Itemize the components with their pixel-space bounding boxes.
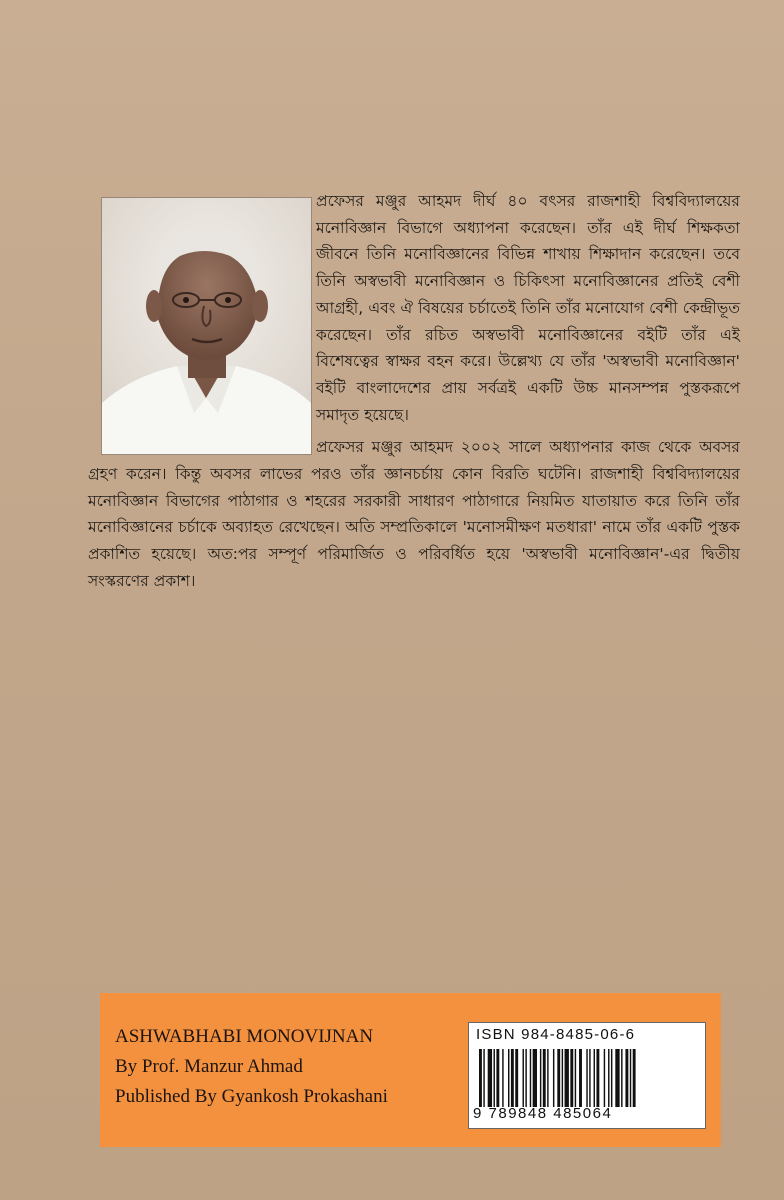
book-title: ASHWABHABI MONOVIJNAN	[115, 1026, 374, 1047]
barcode-bars	[479, 1049, 695, 1107]
biography-paragraph-1-text: প্রফেসর মঞ্জুর আহমদ দীর্ঘ ৪০ বৎসর রাজশাহী বিশ্ববিদ্যালয়ের মনোবিজ্ঞান বিভাগে অধ্যাপনা করেছেন। তাঁর এই দীর্ঘ শিক্ষকতা জীবনে তিনি মনোবিজ্ঞানের বিভিন্ন শাখায় শিক্ষাদান করেছেন। তবে তিনি অস্বভাবী মনোবিজ্ঞান ও চিকিৎসা মনোবিজ্ঞানের প্রতিই বেশী আগ্রহী, এবং ঐ বিষয়ের চর্চাতেই তিনি তাঁর মনোযোগ বেশী কেন্দ্রীভূত করেছেন। তাঁর রচিত অস্বভাবী মনোবিজ্ঞানের বইটি তাঁর এই বিশেষত্বের স্বাক্ষর বহন করে। উল্লেখ্য যে তাঁর 'অস্বভাবী মনোবিজ্ঞান' বইটি বাংলাদেশের প্রায় সর্বত্রই একটি উচ্চ মানসম্পন্ন পুস্তকরূপে সমাদৃত হয়েছে।	[316, 192, 740, 424]
biography-paragraph-1	[88, 188, 740, 428]
publication-info	[115, 1022, 388, 1112]
isbn-barcode	[468, 1022, 706, 1129]
book-author: By Prof. Manzur Ahmad	[115, 1056, 303, 1077]
biography-paragraph-2: প্রফেসর মঞ্জুর আহমদ ২০০২ সালে অধ্যাপনার কাজ থেকে অবসর গ্রহণ করেন। কিন্তু অবসর লাভের পরও তাঁর জ্ঞানচর্চায় কোন বিরতি ঘটেনি। রাজশাহী বিশ্ববিদ্যালয়ের মনোবিজ্ঞান বিভাগের পাঠাগার ও শহরের সরকারী সাধারণ পাঠাগারে নিয়মিত যাতায়াত করে তিনি তাঁর মনোবিজ্ঞানের চর্চাকে অব্যাহত রেখেছেন। অতি সম্প্রতিকালে 'মনোসমীক্ষণ মতধারা' নামে তাঁর একটি পুস্তক প্রকাশিত হয়েছে। অত:পর সম্পূর্ণ পরিমার্জিত ও পরিবর্ধিত হয়ে 'অস্বভাবী মনোবিজ্ঞান'-এর দ্বিতীয় সংস্করণের প্রকাশ।	[88, 438, 740, 590]
author-biography	[88, 188, 740, 595]
isbn-number: ISBN 984-8485-06-6	[476, 1026, 636, 1043]
barcode-digits: 9 789848 485064	[473, 1105, 613, 1122]
photo-spacer	[88, 188, 316, 456]
book-publisher: Published By Gyankosh Prokashani	[115, 1086, 388, 1107]
